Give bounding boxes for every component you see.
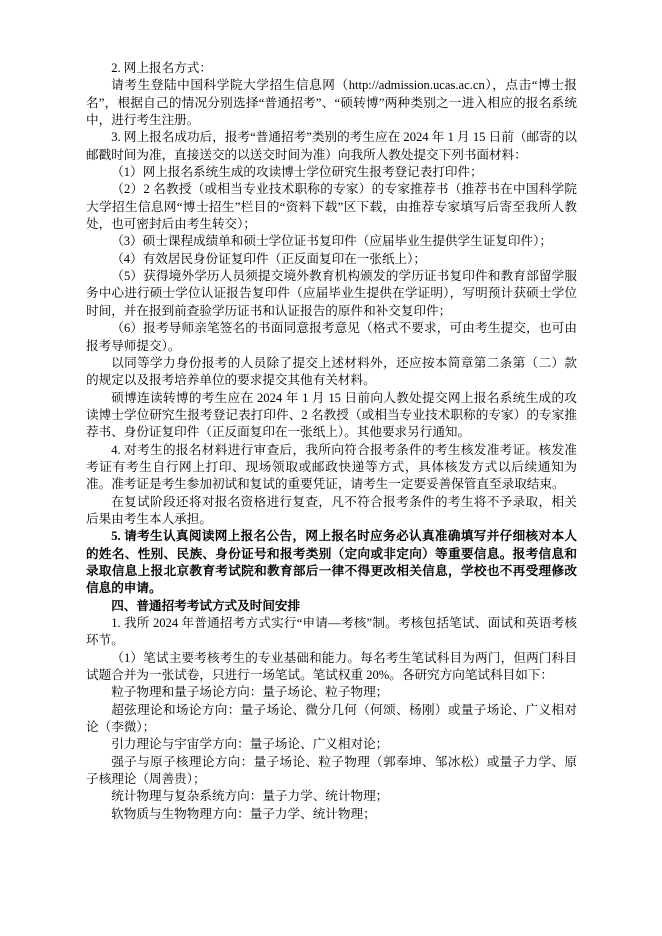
paragraph-direction-soft-matter: 软物质与生物物理方向：量子力学、统计物理； <box>111 806 376 821</box>
paragraph-application-assessment: 1. 我所 2024 年普通招考方式实行“申请—考核”制。考核包括笔试、面试和英语考核环节。 <box>86 616 577 648</box>
paragraph-direction-statistical-physics: 统计物理与复杂系统方向：量子力学、统计物理； <box>111 789 389 804</box>
paragraph-material-6: （6）报考导师亲笔签名的书面同意报考意见（格式不要求，可由考生提交，也可由报考导师提交）。 <box>86 321 577 353</box>
paragraph-online-registration-heading: 2. 网上报名方式： <box>111 61 212 75</box>
paragraph-admission-ticket: 4. 对考生的报名材料进行审查后，我所向符合报考条件的考生核发准考证。核发准考证有考生自行网上打印、现场领取或邮政快递等方式，具体核发方式以后续通知为准。准考证是考生参加初试和复试的重要凭证，请考生一定要妥善保管直至录取结束。 <box>86 442 577 492</box>
paragraph-material-5: （5）获得境外学历人员须提交境外教育机构颁发的学历证书复印件和教育部留学服务中心进行硕士学位认证报告复印件（应届毕业生提供在学证明），写明预计获硕士学位时间，并在报到前查验学历证书和认证报告的原件和补交复印件； <box>86 269 577 318</box>
paragraph-direction-hadron-nuclear: 强子与原子核理论方向：量子场论、粒子物理（郭奉坤、邹冰松）或量子力学、原子核理论（周善贵）； <box>86 754 577 787</box>
paragraph-direction-superstring: 超弦理论和场论方向：量子场论、微分几何（何颂、杨刚）或量子场论、广义相对论（李微）； <box>86 702 577 735</box>
paragraph-shuobo-transfer: 硕博连读转博的考生应在 2024 年 1 月 15 日前向人教处提交网上报名系统生成的攻读博士学位研究生报考登记表打印件、2 名教授（或相当专业技术职称的专家）的专家推荐书、身份证复印件（正反面复印在一张纸上）。其他要求另行通知。 <box>86 390 577 440</box>
paragraph-direction-particle-physics: 粒子物理和量子场论方向：量子场论、粒子物理； <box>111 685 389 700</box>
paragraph-material-2: （2）2 名教授（或相当专业技术职称的专家）的专家推荐书（推荐书在中国科学院大学招生信息网“博士招生”栏目的“资料下载”区下载，由推荐专家填写后寄至我所人教处，也可密封后由考生转交）； <box>86 182 577 232</box>
paragraph-material-1: （1）网上报名系统生成的攻读博士学位研究生报考登记表打印件； <box>111 165 483 180</box>
paragraph-material-3: （3）硕士课程成绩单和硕士学位证书复印件（应届毕业生提供学生证复印件）； <box>111 234 552 249</box>
section-heading-exam-arrangement: 四、普通招考考试方式及时间安排 <box>111 598 301 613</box>
paragraph-important-notice: 5. 请考生认真阅读网上报名公告，网上报名时应务必认真准确填写并仔细核对本人的姓名、性别、民族、身份证号和报考类别（定向或非定向）等重要信息。报考信息和录取信息上报北京教育考试院和教育部后一律不得更改相关信息，学校也不再受理修改信息的申请。 <box>86 529 577 596</box>
paragraph-equivalent-qualification: 以同等学力身份报考的人员除了提交上述材料外，还应按本简章第二条第（二）款的规定以及报考培养单位的要求提交其他有关材料。 <box>86 355 577 388</box>
paragraph-requalification-check: 在复试阶段还将对报名资格进行复查，凡不符合报考条件的考生将不予录取，相关后果由考生本人承担。 <box>86 494 577 526</box>
paragraph-registration-website: 请考生登陆中国科学院大学招生信息网（http://admission.ucas.ac.cn），点击“博士报名”，根据自己的情况分别选择“普通招考”、“硕转博”两种类别之一进入相应的报名系统中，进行考生注册。 <box>86 78 577 128</box>
paragraph-materials-intro: 3. 网上报名成功后，报考“普通招考”类别的考生应在 2024 年 1 月 15 日前（邮寄的以邮戳时间为准，直接送交的以送交时间为准）向我所人教处提交下列书面材料： <box>86 130 577 162</box>
paragraph-material-4: （4）有效居民身份证复印件（正反面复印在一张纸上）； <box>111 251 427 266</box>
paragraph-direction-gravity-cosmology: 引力理论与宇宙学方向：量子场论、广义相对论； <box>111 737 389 752</box>
paragraph-written-exam-intro: （1）笔试主要考核考生的专业基础和能力。每名考生笔试科目为两门，但两门科目试题合并为一张试卷，只进行一场笔试。笔试权重 20%。各研究方向笔试科目如下： <box>86 650 577 683</box>
